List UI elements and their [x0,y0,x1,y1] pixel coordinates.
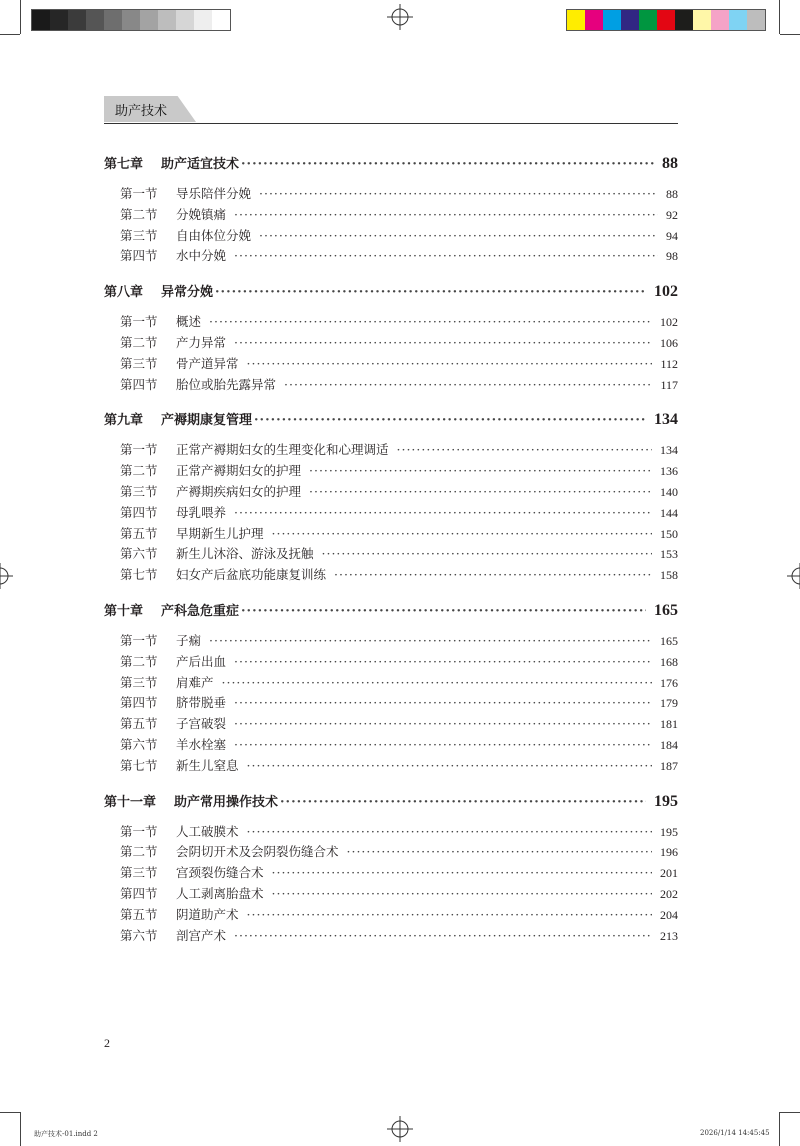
section-title: 肩难产 [176,674,214,690]
header-rule [104,123,678,124]
section-label: 第六节 [120,546,158,562]
section-title: 子宫破裂 [176,716,227,732]
section-entry[interactable] [104,524,678,545]
section-page: 179 [660,696,678,711]
section-entry[interactable] [104,735,678,756]
section-label: 第一节 [120,186,158,201]
section-page: 158 [660,568,678,583]
section-entry[interactable] [104,440,678,461]
print-slug-timestamp: 2026/1/14 14:45:45 [700,1129,770,1137]
chapter-page: 195 [654,792,678,810]
section-title: 母乳喂养 [176,504,227,520]
crop-mark [0,34,20,35]
section-title: 新生儿沐浴、游泳及抚触 [176,546,314,562]
leader-dots [247,356,653,371]
section-entry[interactable] [104,714,678,735]
leader-dots [347,844,652,859]
section-entry[interactable] [104,693,678,714]
section-entry[interactable] [104,354,678,375]
section-label: 第四节 [120,504,158,520]
section-page: 117 [660,377,678,392]
section-title: 胎位或胎先露异常 [176,376,277,392]
crop-mark [20,1112,21,1146]
section-page: 196 [660,845,678,860]
section-page: 202 [660,886,678,901]
section-entry[interactable] [104,631,678,652]
section-entry[interactable] [104,333,678,354]
color-swatch [729,10,747,30]
chapter-label: 第十章 [104,603,144,619]
chapter-page: 134 [654,411,678,429]
section-entry[interactable] [104,756,678,777]
section-label: 第一节 [120,314,158,330]
chapter-entry[interactable] [104,791,678,820]
chapter-entry[interactable] [104,600,678,629]
chapter-title: 产褥期康复管理 [161,413,253,429]
section-title: 脐带脱垂 [176,695,227,711]
section-page: 92 [666,207,678,222]
section-entry[interactable] [104,905,678,926]
section-entry[interactable] [104,652,678,673]
section-label: 第三节 [120,227,158,243]
color-swatch [567,10,585,30]
section-page: 204 [660,907,678,922]
gray-swatch [176,10,194,30]
leader-dots [234,505,652,520]
section-title: 人工剥离胎盘术 [176,885,264,901]
leader-dots [209,314,652,329]
section-label: 第六节 [120,736,158,752]
section-entry[interactable] [104,673,678,694]
section-label: 第一节 [120,442,158,458]
leader-dots [259,186,658,201]
leader-dots [241,157,654,172]
section-label: 第五节 [120,525,158,541]
section-title: 骨产道异常 [176,355,239,371]
section-page: 150 [660,526,678,541]
section-entry[interactable] [104,375,678,396]
gray-swatch [32,10,50,30]
leader-dots [247,907,652,922]
section-label: 第七节 [120,567,158,583]
leader-dots [234,737,652,752]
color-swatch [675,10,693,30]
section-label: 第六节 [120,927,158,943]
section-entry[interactable] [104,503,678,524]
section-label: 第四节 [120,376,158,392]
chapter-label: 第十一章 [104,794,157,810]
section-label: 第五节 [120,716,158,732]
color-swatch [585,10,603,30]
chapter-page: 165 [654,601,678,619]
crop-mark [780,1112,800,1113]
grayscale-calibration-bar [31,9,231,31]
section-label: 第七节 [120,757,158,773]
section-page: 195 [660,824,678,839]
section-page: 181 [660,717,678,732]
chapter-entry[interactable] [104,153,678,182]
leader-dots [272,865,652,880]
section-title: 剖宫产术 [176,927,227,943]
section-title: 新生儿窒息 [176,757,239,773]
section-label: 第三节 [120,483,158,499]
print-slug-file: 助产技术-01.indd 2 [34,1130,98,1138]
section-title: 早期新生儿护理 [176,525,264,541]
section-title: 导乐陪伴分娩 [176,186,252,201]
section-label: 第三节 [120,355,158,371]
gray-swatch [68,10,86,30]
section-label: 第五节 [120,906,158,922]
gray-swatch [86,10,104,30]
crop-mark [779,1112,780,1146]
section-page: 184 [660,737,678,752]
section-title: 分娩镇痛 [176,206,227,222]
crop-mark [20,0,21,34]
section-entry[interactable] [104,842,678,863]
section-title: 产力异常 [176,334,227,350]
chapter-title: 异常分娩 [161,285,214,301]
table-of-contents [104,153,678,960]
crop-mark [780,34,800,35]
section-page: 168 [660,654,678,669]
section-label: 第二节 [120,334,158,350]
section-page: 134 [660,443,678,458]
gray-swatch [158,10,176,30]
section-label: 第一节 [120,823,158,839]
leader-dots [215,285,646,300]
section-entry[interactable] [104,482,678,503]
section-page: 153 [660,547,678,562]
chapter-label: 第七章 [104,157,144,172]
section-label: 第二节 [120,653,158,669]
leader-dots [234,335,652,350]
chapter-entry[interactable] [104,409,678,438]
leader-dots [254,413,646,428]
section-entry[interactable] [104,863,678,884]
section-page: 201 [660,866,678,881]
section-entry[interactable] [104,205,678,226]
leader-dots [272,886,652,901]
section-title: 自由体位分娩 [176,227,252,243]
chapter-label: 第九章 [104,413,144,429]
leader-dots [234,207,658,222]
leader-dots [222,675,652,690]
chapter-title: 助产适宜技术 [161,157,240,172]
leader-dots [309,484,652,499]
color-swatch [711,10,729,30]
leader-dots [280,795,646,810]
chapter-title: 助产常用操作技术 [174,794,279,810]
section-title: 人工破膜术 [176,823,239,839]
chapter-page: 102 [654,283,678,301]
color-swatch [621,10,639,30]
gray-swatch [104,10,122,30]
crop-mark [779,0,780,34]
section-page: 112 [660,356,678,371]
section-page: 144 [660,505,678,520]
section-label: 第三节 [120,865,158,881]
section-entry[interactable] [104,884,678,905]
section-page: 213 [660,928,678,943]
section-title: 产褥期疾病妇女的护理 [176,483,302,499]
section-title: 概述 [176,314,202,330]
color-swatch [693,10,711,30]
color-calibration-bar [566,9,766,31]
leader-dots [234,248,658,263]
page-number: 2 [104,1036,110,1050]
leader-dots [241,604,646,619]
section-title: 羊水栓塞 [176,736,227,752]
registration-mark-icon [787,563,800,589]
leader-dots [322,546,652,561]
section-title: 子痫 [176,632,202,648]
section-title: 妇女产后盆底功能康复训练 [176,567,327,583]
leader-dots [247,824,652,839]
gray-swatch [50,10,68,30]
section-page: 102 [660,315,678,330]
section-page: 136 [660,464,678,479]
section-title: 正常产褥期妇女的生理变化和心理调适 [176,442,389,458]
leader-dots [234,928,652,943]
gray-swatch [194,10,212,30]
section-entry[interactable] [104,544,678,565]
section-label: 第一节 [120,632,158,648]
leader-dots [234,716,652,731]
leader-dots [397,442,652,457]
header-tab-label: 助产技术 [115,104,168,119]
registration-mark-icon [387,4,413,30]
section-label: 第四节 [120,248,158,264]
section-label: 第三节 [120,674,158,690]
section-entry[interactable] [104,926,678,947]
chapter-label: 第八章 [104,285,144,301]
section-label: 第四节 [120,885,158,901]
leader-dots [309,463,652,478]
leader-dots [334,567,652,582]
section-page: 187 [660,758,678,773]
registration-mark-icon [387,1116,413,1142]
chapter-title: 产科急危重症 [161,603,240,619]
section-entry[interactable] [104,312,678,333]
section-title: 宫颈裂伤缝合术 [176,865,264,881]
section-title: 会阴切开术及会阴裂伤缝合术 [176,844,339,860]
section-entry[interactable] [104,184,678,205]
leader-dots [259,228,658,243]
section-page: 98 [666,249,678,264]
section-page: 88 [666,187,678,201]
section-title: 水中分娩 [176,248,227,264]
section-label: 第二节 [120,206,158,222]
gray-swatch [212,10,230,30]
section-page: 106 [660,335,678,350]
leader-dots [272,526,652,541]
chapter-entry[interactable] [104,281,678,310]
section-entry[interactable] [104,822,678,843]
gray-swatch [122,10,140,30]
section-title: 产后出血 [176,653,227,669]
crop-mark [0,1112,20,1113]
color-swatch [657,10,675,30]
color-swatch [747,10,765,30]
section-entry[interactable] [104,565,678,586]
chapter-page: 88 [662,155,678,172]
section-label: 第二节 [120,463,158,479]
leader-dots [234,695,652,710]
section-entry[interactable] [104,226,678,247]
section-page: 165 [660,633,678,648]
leader-dots [234,654,652,669]
registration-mark-icon [0,563,13,589]
gray-swatch [140,10,158,30]
section-label: 第四节 [120,695,158,711]
leader-dots [284,377,652,392]
leader-dots [209,633,652,648]
section-title: 正常产褥期妇女的护理 [176,463,302,479]
leader-dots [247,758,652,773]
section-page: 140 [660,484,678,499]
color-swatch [603,10,621,30]
color-swatch [639,10,657,30]
section-title: 阴道助产术 [176,906,239,922]
section-entry[interactable] [104,461,678,482]
section-label: 第二节 [120,844,158,860]
section-page: 176 [660,675,678,690]
section-page: 94 [666,228,678,243]
section-entry[interactable] [104,246,678,267]
